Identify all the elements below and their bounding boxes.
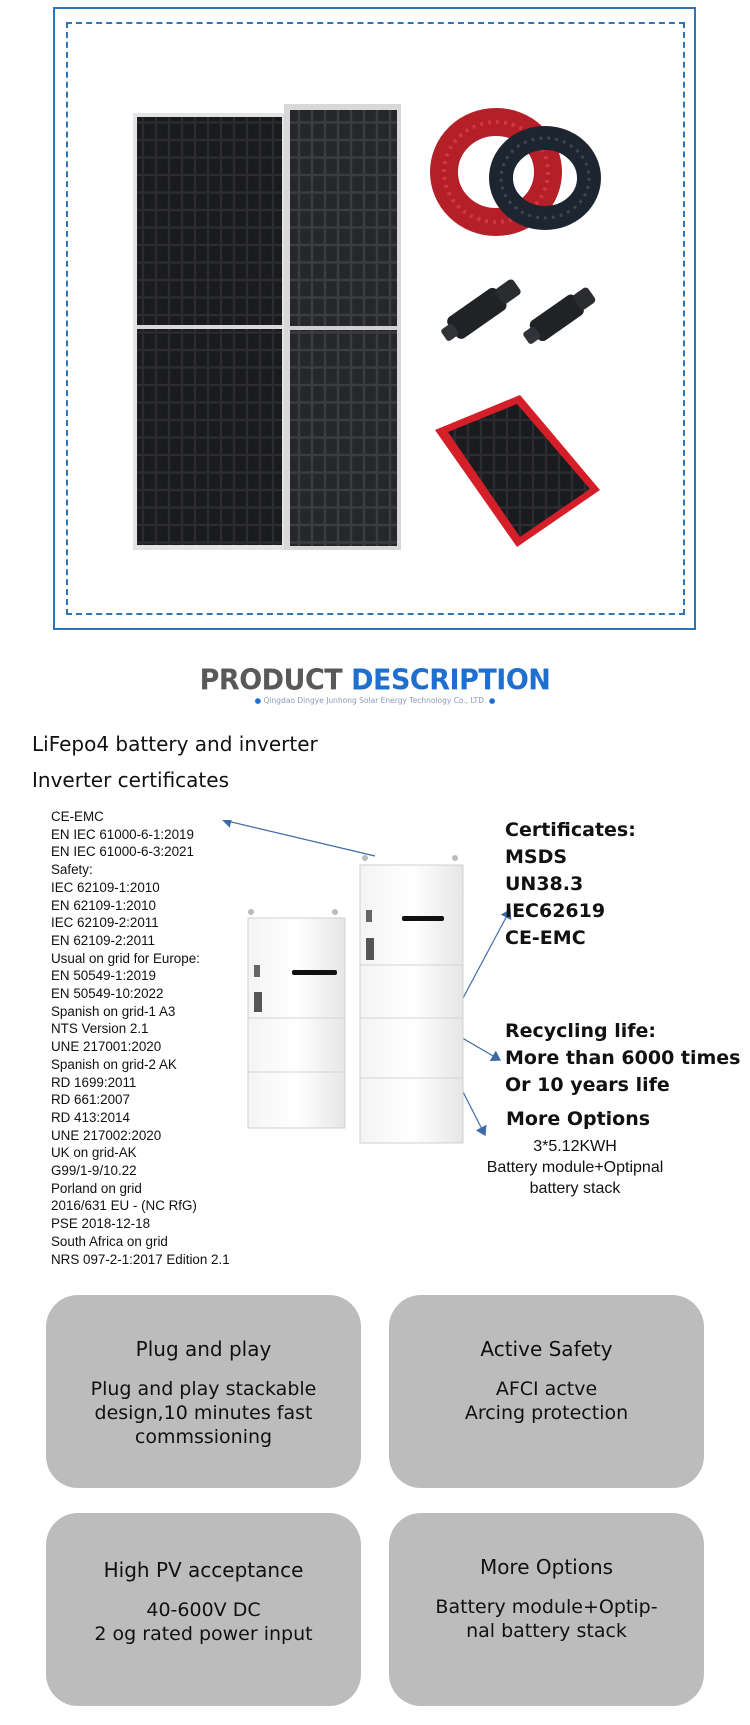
arrow-to-cert-list bbox=[223, 820, 375, 856]
options-stack: battery stack bbox=[529, 1180, 621, 1197]
battery-certificates bbox=[505, 817, 636, 952]
feature-card-active-safety bbox=[389, 1295, 704, 1488]
recycling-title: Recycling life: bbox=[505, 1020, 656, 1042]
arrow-to-options bbox=[461, 1088, 485, 1135]
card-desc-line: commssioning bbox=[134, 1426, 273, 1448]
battery-cert-item: MSDS bbox=[505, 846, 568, 868]
certificate-entry: RD 1699:2011 bbox=[51, 1074, 137, 1090]
card-description bbox=[46, 1377, 361, 1449]
section-title-word1: PRODUCT bbox=[199, 664, 343, 697]
card-description bbox=[389, 1377, 704, 1425]
company-name: Qingdao Dingye Junhong Solar Energy Technology Co., LTD. bbox=[263, 696, 487, 705]
card-title: More Options bbox=[479, 1555, 614, 1579]
battery-stack-right bbox=[360, 855, 463, 1143]
recycling-times: More than 6000 times bbox=[505, 1047, 741, 1069]
card-title: High PV acceptance bbox=[103, 1558, 304, 1582]
certificate-entry: Safety: bbox=[51, 862, 93, 878]
arrow-to-certificates bbox=[462, 910, 510, 1000]
card-title: Plug and play bbox=[135, 1337, 272, 1361]
certificate-entry: 2016/631 EU - (NC RfG) bbox=[51, 1198, 197, 1214]
certificate-entry: EN IEC 61000-6-3:2021 bbox=[51, 844, 194, 860]
certificate-entry: PSE 2018-12-18 bbox=[51, 1216, 151, 1232]
battery-cert-item: UN38.3 bbox=[505, 873, 584, 895]
card-desc-line: design,10 minutes fast bbox=[94, 1402, 313, 1424]
product-photo bbox=[0, 0, 750, 640]
battery-cert-item: CE-EMC bbox=[505, 927, 586, 949]
recycling-life bbox=[505, 1018, 741, 1099]
certificate-entry: G99/1-9/10.22 bbox=[51, 1163, 137, 1179]
mc4-connectors bbox=[437, 275, 599, 350]
certificate-entry: EN 50549-10:2022 bbox=[51, 986, 164, 1002]
certificate-entry: RD 413:2014 bbox=[51, 1109, 130, 1125]
certificate-entry: UNE 217001:2020 bbox=[51, 1039, 162, 1055]
solar-panel-right bbox=[284, 104, 401, 550]
certificate-entry: EN 62109-1:2010 bbox=[51, 897, 156, 913]
section-title bbox=[0, 665, 750, 705]
solar-panel-left bbox=[133, 113, 286, 550]
battery-heading: LiFepo4 battery and inverter bbox=[32, 732, 318, 756]
options-capacity: 3*5.12KWH bbox=[533, 1138, 617, 1155]
certificate-entry: Porland on grid bbox=[51, 1180, 142, 1196]
card-desc-line: nal battery stack bbox=[466, 1620, 627, 1642]
certificate-entry: Spanish on grid-1 A3 bbox=[51, 1003, 176, 1019]
card-desc-line: Plug and play stackable bbox=[90, 1378, 317, 1400]
card-description bbox=[389, 1595, 704, 1643]
section-subtitle: ● Qingdao Dingye Junhong Solar Energy Technology Co., LTD. ● bbox=[254, 696, 496, 705]
card-desc-line: Arcing protection bbox=[464, 1402, 629, 1424]
certificate-entry: CE-EMC bbox=[51, 809, 104, 824]
card-title: Active Safety bbox=[480, 1337, 613, 1361]
certificate-entry: IEC 62109-2:2011 bbox=[51, 915, 159, 931]
certificate-entry: UNE 217002:2020 bbox=[51, 1127, 162, 1143]
battery-cert-item: IEC62619 bbox=[505, 900, 606, 922]
card-desc-line: Battery module+Optip- bbox=[435, 1596, 658, 1618]
more-options-title: More Options bbox=[506, 1108, 651, 1130]
certificate-entry: RD 661:2007 bbox=[51, 1092, 130, 1108]
feature-card-more-options bbox=[389, 1513, 704, 1706]
recycling-years: Or 10 years life bbox=[505, 1074, 670, 1096]
certificates-heading: Inverter certificates bbox=[32, 768, 230, 792]
certificate-entry: EN 62109-2:2011 bbox=[51, 932, 155, 948]
certificate-entry: Spanish on grid-2 AK bbox=[51, 1056, 177, 1072]
certificate-entry: Usual on grid for Europe: bbox=[51, 950, 200, 966]
battery-stack-left bbox=[248, 909, 345, 1128]
feature-card-plug-and-play bbox=[46, 1295, 361, 1488]
certificate-entry: EN 50549-1:2019 bbox=[51, 968, 156, 984]
options-module: Battery module+Optipnal bbox=[486, 1159, 664, 1176]
card-desc-line: 40-600V DC bbox=[146, 1599, 261, 1621]
battery-certificates-title: Certificates: bbox=[505, 819, 636, 841]
panel-corner-sample bbox=[435, 395, 600, 547]
card-description bbox=[46, 1598, 361, 1646]
feature-card-high-pv-acceptance bbox=[46, 1513, 361, 1706]
certificate-entry: EN IEC 61000-6-1:2019 bbox=[51, 826, 194, 842]
certificate-entry: IEC 62109-1:2010 bbox=[51, 879, 160, 895]
certificate-entry: NTS Version 2.1 bbox=[51, 1021, 149, 1037]
more-options-description bbox=[475, 1136, 675, 1199]
certificate-entry: NRS 097-2-1:2017 Edition 2.1 bbox=[51, 1251, 230, 1267]
card-desc-line: 2 og rated power input bbox=[94, 1623, 313, 1645]
certificate-entry: UK on grid-AK bbox=[51, 1145, 137, 1161]
solar-cables bbox=[444, 122, 589, 222]
certificate-entry: South Africa on grid bbox=[51, 1233, 168, 1249]
section-title-word2: DESCRIPTION bbox=[351, 664, 551, 697]
card-desc-line: AFCI actve bbox=[495, 1378, 598, 1400]
